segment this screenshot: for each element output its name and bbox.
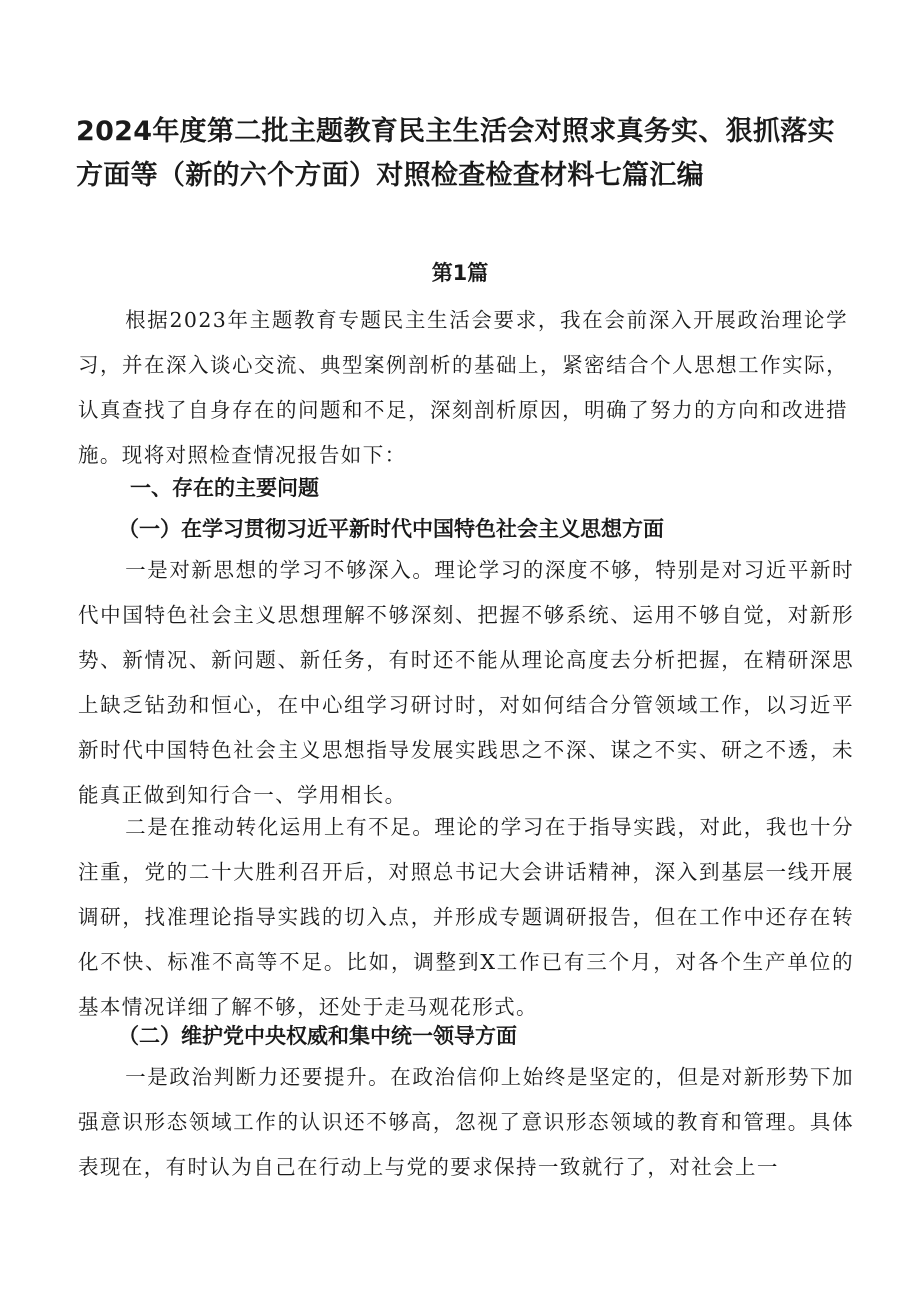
intro-paragraph: 根据2023年主题教育专题民主生活会要求，我在会前深入开展政治理论学习，并在深入谈心交流、典型案例剖析的基础上，紧密结合个人思想工作实际，认真查找了自身存在的问题和不足，深刻剖析原因，明确了努力的方向和改进措施。现将对照检查情况报告如下： xyxy=(78,308,848,467)
document-title: 2024年度第二批主题教育民主生活会对照求真务实、狠抓落实方面等（新的六个方面）对照检查检查材料七篇汇编 xyxy=(76,116,835,191)
body-paragraph-study-2: 二是在推动转化运用上有不足。理论的学习在于指导实践，对此，我也十分注重，党的二十大胜利召开后，对照总书记大会讲话精神，深入到基层一线开展调研，找准理论指导实践的切入点，并形成专题调研报告，但在工作中还存在转化不快、标准不高等不足。比如，调整到X工作已有三个月，对各个生产单位的基本情况详细了解不够，还处于走马观花形式。 xyxy=(78,815,854,1019)
subsection-heading-study: （一）在学习贯彻习近平新时代中国特色社会主义思想方面 xyxy=(118,517,664,541)
body-paragraph-study-1: 一是对新思想的学习不够深入。理论学习的深度不够，特别是对习近平新时代中国特色社会主义思想理解不够深刻、把握不够系统、运用不够自觉，对新形势、新情况、新问题、新任务，有时还不能从理论高度去分析把握，在精研深思上缺乏钻劲和恒心，在中心组学习研讨时，对如何结合分管领域工作，以习近平新时代中国特色社会主义思想指导发展实践思之不深、谋之不实、研之不透，未能真正做到知行合一、学用相长。 xyxy=(78,558,854,807)
chapter-title: 第1篇 xyxy=(431,261,489,285)
body-paragraph-authority-1: 一是政治判断力还要提升。在政治信仰上始终是坚定的，但是对新形势下加强意识形态领域工作的认识还不够高，忽视了意识形态领域的教育和管理。具体表现在，有时认为自己在行动上与党的要求保持一致就行了，对社会上一 xyxy=(78,1065,854,1179)
section-heading-problems: 一、存在的主要问题 xyxy=(130,476,319,500)
subsection-heading-authority: （二）维护党中央权威和集中统一领导方面 xyxy=(118,1024,517,1048)
